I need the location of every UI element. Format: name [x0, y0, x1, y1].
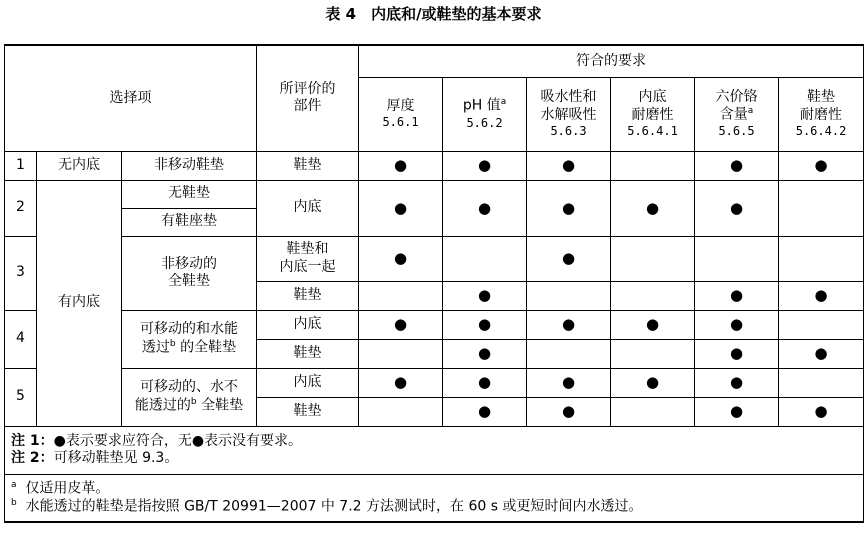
req-header-absorption [527, 77, 611, 151]
requirement-dot: ● [443, 310, 527, 339]
requirement-dot: ● [695, 310, 779, 339]
requirement-empty [359, 397, 443, 426]
req-label-2: 水解吸性 [540, 106, 597, 123]
requirement-dot: ● [527, 180, 611, 236]
requirement-dot: ● [527, 368, 611, 397]
requirement-dot: ● [443, 151, 527, 180]
requirement-dot: ● [779, 151, 864, 180]
req-label: 内底 [638, 89, 667, 105]
footnote-mark: b [169, 338, 176, 349]
category-cell: 有内底 [37, 180, 122, 426]
part-header [257, 45, 359, 151]
type-text: 透过 [141, 339, 170, 356]
part-header-line1: 所评价的 [279, 80, 336, 97]
requirement-empty [779, 236, 864, 281]
footnote-mark: b [190, 396, 197, 407]
requirement-empty [611, 397, 695, 426]
requirement-empty [527, 339, 611, 368]
req-header-ph [443, 77, 527, 151]
req-label-text: pH 值 [462, 98, 501, 115]
requirement-dot: ● [359, 236, 443, 281]
requirements-group-header: 符合的要求 [359, 45, 864, 77]
requirement-dot: ● [443, 180, 527, 236]
type-line1: 非移动的 [161, 255, 217, 272]
requirement-empty [527, 281, 611, 310]
req-label-text: 含量 [719, 106, 748, 123]
requirement-empty [695, 236, 779, 281]
requirement-dot: ● [443, 281, 527, 310]
requirement-dot: ● [695, 397, 779, 426]
requirement-empty [779, 310, 864, 339]
requirement-dot: ● [611, 180, 695, 236]
req-code: 5.6.4.1 [627, 124, 678, 138]
requirement-dot: ● [359, 368, 443, 397]
footnote-b [11, 498, 857, 516]
footnote-mark: a [747, 106, 754, 117]
note-2 [11, 450, 857, 468]
part-cell: 鞋垫 [257, 281, 359, 310]
requirement-empty [443, 236, 527, 281]
req-header-insole-abrasion [611, 77, 695, 151]
option-header: 选择项 [5, 45, 257, 151]
type-text: 全鞋垫 [201, 397, 244, 414]
req-header-thickness [359, 77, 443, 151]
req-code: 5.6.4.2 [795, 124, 847, 138]
requirement-empty [359, 281, 443, 310]
footnote-a [11, 480, 857, 498]
req-label: 吸水性和 [540, 89, 597, 105]
requirement-dot: ● [359, 151, 443, 180]
requirement-dot: ● [527, 397, 611, 426]
requirement-empty [359, 339, 443, 368]
req-code: 5.6.5 [718, 124, 755, 139]
requirement-dot: ● [443, 397, 527, 426]
part-cell [257, 236, 359, 281]
type-line1: 可移动的和水能 [140, 321, 238, 338]
note-label: 注 2： [11, 450, 54, 466]
requirement-dot: ● [443, 339, 527, 368]
requirement-dot: ● [695, 151, 779, 180]
note-1 [11, 433, 857, 451]
requirement-dot: ● [527, 151, 611, 180]
type-cell [122, 368, 257, 426]
footnote-mark: a [11, 479, 17, 490]
req-label-2: 耐磨性 [631, 106, 674, 123]
type-line2 [122, 339, 256, 357]
requirement-dot: ● [611, 368, 695, 397]
requirement-dot: ● [779, 281, 864, 310]
req-label-2: 耐磨性 [800, 106, 843, 123]
part-line2: 内底一起 [279, 258, 336, 275]
part-cell: 鞋垫 [257, 397, 359, 426]
req-label: 鞋垫 [807, 89, 836, 105]
requirement-empty [611, 281, 695, 310]
requirement-dot: ● [359, 310, 443, 339]
type-cell [122, 236, 257, 310]
footnote-text: 水能透过的鞋垫是指按照 GB/T 20991—2007 中 7.2 方法测试时，在 60 s 或更短时间内水透过。 [25, 498, 643, 515]
requirement-dot: ● [695, 339, 779, 368]
requirement-dot: ● [443, 368, 527, 397]
part-line1: 鞋垫和 [286, 241, 329, 257]
footnote-text: 仅适用皮革。 [25, 480, 110, 497]
type-text: 的全鞋垫 [180, 339, 237, 356]
part-cell: 鞋垫 [257, 151, 359, 180]
requirement-dot: ● [359, 180, 443, 236]
footnotes-cell [5, 474, 864, 522]
requirement-dot: ● [527, 310, 611, 339]
type-line1: 可移动的、水不 [140, 379, 238, 396]
requirement-dot: ● [611, 310, 695, 339]
requirement-empty [611, 339, 695, 368]
requirement-empty [779, 180, 864, 236]
note-label: 注 1： [11, 432, 54, 449]
type-line2 [122, 397, 256, 415]
req-header-insock-abrasion [779, 77, 864, 151]
row-number: 2 [5, 180, 37, 236]
part-cell: 内底 [257, 310, 359, 339]
row-number: 3 [5, 236, 37, 310]
requirements-table [4, 44, 864, 523]
type-line2: 全鞋垫 [168, 273, 210, 289]
table-title: 表 4 内底和/或鞋垫的基本要求 [325, 5, 542, 23]
category-cell: 无内底 [37, 151, 122, 180]
type-cell: 无鞋垫 [122, 180, 257, 208]
row-number: 1 [5, 151, 37, 180]
part-cell: 内底 [257, 368, 359, 397]
req-code: 5.6.1 [382, 115, 419, 130]
footnote-mark: b [11, 497, 17, 508]
notes-cell [5, 426, 864, 474]
requirement-dot: ● [695, 180, 779, 236]
type-text: 能透过的 [134, 397, 191, 414]
req-label: 厚度 [386, 97, 415, 114]
req-code: 5.6.3 [550, 124, 587, 138]
requirement-dot: ● [779, 397, 864, 426]
type-cell [122, 310, 257, 368]
req-label: 六价铬 [715, 88, 758, 105]
requirement-empty [779, 368, 864, 397]
note-text: 可移动鞋垫见 9.3。 [53, 450, 179, 466]
row-number: 4 [5, 310, 37, 368]
part-cell: 内底 [257, 180, 359, 236]
type-cell: 有鞋座垫 [122, 208, 257, 236]
requirement-dot: ● [527, 236, 611, 281]
requirement-dot: ● [779, 339, 864, 368]
requirement-empty [611, 151, 695, 180]
footnote-mark: a [500, 97, 507, 108]
requirement-empty [611, 236, 695, 281]
type-cell: 非移动鞋垫 [122, 151, 257, 180]
requirement-dot: ● [695, 281, 779, 310]
row-number: 5 [5, 368, 37, 426]
req-label-2 [695, 106, 778, 124]
part-header-line2: 部件 [293, 98, 322, 115]
note-text: ●表示要求应符合，无●表示没有要求。 [53, 432, 303, 449]
req-code: 5.6.2 [466, 115, 503, 130]
requirement-dot: ● [695, 368, 779, 397]
req-label [443, 97, 526, 115]
req-header-chromium [695, 77, 779, 151]
part-cell: 鞋垫 [257, 339, 359, 368]
